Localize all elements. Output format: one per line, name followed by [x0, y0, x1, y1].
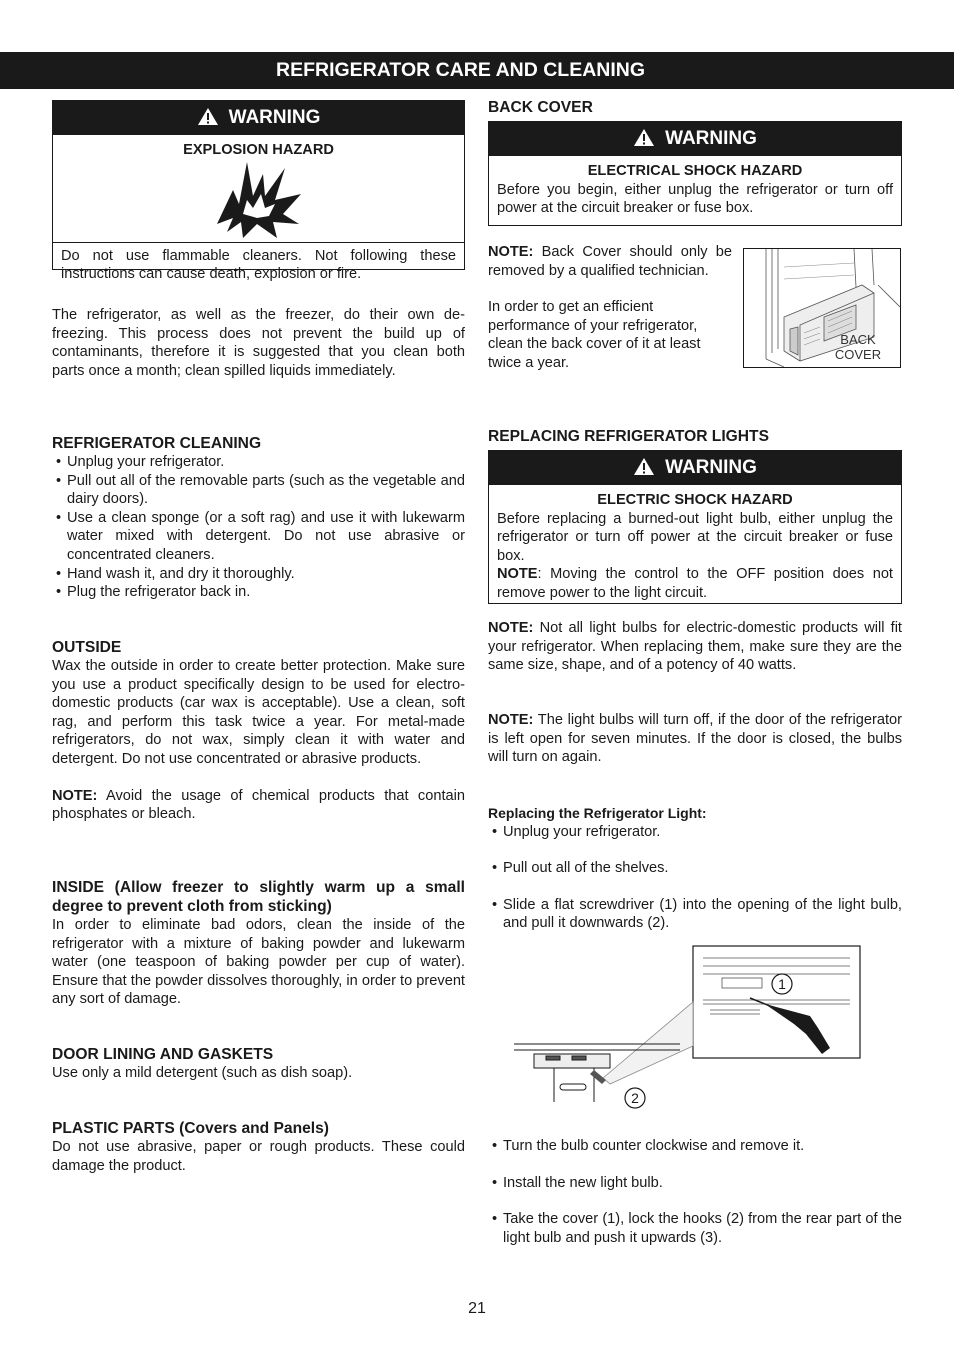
back-cover-label	[828, 332, 888, 362]
warning-text: Before replacing a burned-out light bulb, either unplug the refrigerator or turn off power at the circuit breaker or fuse box.	[497, 510, 893, 564]
steps-list	[488, 823, 902, 933]
outside-section	[52, 638, 465, 824]
replacing-light-steps	[488, 804, 902, 933]
figure-label-line: BACK	[840, 332, 876, 347]
warning-triangle-icon	[633, 128, 655, 147]
warning-note	[489, 565, 901, 608]
back-cover-figure	[743, 248, 901, 368]
section-heading: REFRIGERATOR CLEANING	[52, 435, 262, 452]
note-label: NOTE:	[488, 712, 534, 728]
plastic-section	[52, 1119, 465, 1175]
light-replacement-illustration	[510, 944, 862, 1114]
intro-paragraph: The refrigerator, as well as the freezer, do their own de-freezing. This process does not prevent the build up of contaminants, therefore it is suggested that you clean both parts once a month; clean spilled liquids immediately.	[52, 307, 465, 379]
warning-header	[489, 451, 901, 485]
section-text: Use only a mild detergent (such as dish soap).	[52, 1065, 353, 1081]
figure-label-line: COVER	[834, 347, 882, 362]
hazard-title: ELECTRIC SHOCK HAZARD	[597, 492, 793, 508]
warning-header	[489, 122, 901, 156]
page-header-banner	[0, 52, 954, 89]
warning-text: Before you begin, either unplug the refrigerator or turn off power at the circuit breaker or fuse box.	[497, 181, 893, 217]
callout-1: 1	[778, 976, 786, 992]
section-text: In order to eliminate bad odors, clean the inside of the refrigerator with a mixture of baking powder and lukewarm water (one teaspoon of baking powder per cup of water). Ensure that the powder dissolves thoroughly, in order to prevent any sort of damage.	[52, 917, 465, 1008]
section-text: Wax the outside in order to create better protection. Make sure you use a product specifically design to be used for electro-domestic products (car wax is acceptable). Use a clean, soft rag, and perform this task twice a year. For metal-made refrigerators, do not wax, simply clean it with water and detergent. Do not use concentrated or abrasive products.	[52, 658, 465, 767]
section-heading: PLASTIC PARTS (Covers and Panels)	[52, 1120, 329, 1137]
refrigerator-cleaning-section	[52, 434, 465, 602]
note-paragraph	[52, 787, 465, 824]
lights-heading: REPLACING REFRIGERATOR LIGHTS	[488, 428, 769, 445]
list-item: • Pull out all of the removable parts (such as the vegetable and dairy doors).	[52, 472, 465, 509]
section-heading: INSIDE (Allow freezer to slightly warm up a small degree to prevent cloth from sticking)	[52, 879, 465, 915]
list-item: • Unplug your refrigerator.	[488, 823, 902, 842]
list-item: • Turn the bulb counter clockwise and remove it.	[488, 1137, 902, 1156]
page-title: REFRIGERATOR CARE AND CLEANING	[276, 59, 646, 81]
light-replacement-figure	[510, 944, 862, 1114]
electrical-warning-box	[488, 121, 902, 226]
back-cover-heading: BACK COVER	[488, 99, 593, 116]
explosion-icon	[53, 160, 464, 242]
list-item: • Take the cover (1), lock the hooks (2) from the rear part of the light bulb and push it upwards (3).	[488, 1210, 902, 1247]
hazard-title: ELECTRICAL SHOCK HAZARD	[587, 163, 803, 179]
list-item: • Use a clean sponge (or a soft rag) and use it with lukewarm water mixed with detergent. Do not use abrasive or concentrated cleaners.	[52, 509, 465, 565]
list-item: • Pull out all of the shelves.	[488, 859, 902, 878]
shock-warning-box	[488, 450, 902, 604]
list-item: • Slide a flat screwdriver (1) into the opening of the light bulb, and pull it downwards (2).	[488, 896, 902, 933]
note-text: Avoid the usage of chemical products that contain phosphates or bleach.	[52, 787, 465, 823]
steps-heading: Replacing the Refrigerator Light:	[488, 805, 707, 821]
note-text: Back Cover should only be removed by a qualified technician.	[488, 244, 732, 279]
warning-title: WARNING	[665, 128, 757, 149]
door-section	[52, 1045, 465, 1083]
warning-triangle-icon	[633, 457, 655, 476]
hazard-title: EXPLOSION HAZARD	[183, 142, 334, 158]
back-cover-text	[488, 243, 732, 373]
list-item: • Install the new light bulb.	[488, 1174, 902, 1193]
section-heading: DOOR LINING AND GASKETS	[52, 1046, 274, 1063]
warning-title: WARNING	[228, 107, 321, 128]
section-text: In order to get an efficient performance of your refrigerator, clean the back cover of it at least twice a year.	[488, 299, 701, 371]
note-paragraph	[488, 711, 902, 767]
note-label: NOTE:	[52, 787, 98, 804]
warning-title: WARNING	[665, 457, 757, 478]
list-item: • Hand wash it, and dry it thoroughly.	[52, 565, 465, 584]
note-label: NOTE	[497, 566, 538, 583]
section-text: Do not use abrasive, paper or rough products. These could damage the product.	[52, 1139, 465, 1174]
inside-section	[52, 878, 465, 1009]
note-label: NOTE:	[488, 244, 534, 260]
note-label: NOTE:	[488, 620, 534, 636]
warning-text: Do not use flammable cleaners. Not following these instructions can cause death, explosion or fire.	[53, 242, 464, 284]
note-text: The light bulbs will turn off, if the door of the refrigerator is left open for seven minutes. If the door is closed, the bulbs will turn on again.	[488, 712, 902, 766]
explosion-warning-box	[52, 100, 465, 283]
replacing-light-steps-continued	[488, 1137, 902, 1247]
warning-triangle-icon	[197, 107, 219, 126]
steps-list	[488, 1137, 902, 1247]
warning-header	[53, 101, 464, 135]
section-heading: OUTSIDE	[52, 639, 122, 656]
list-item: • Unplug your refrigerator.	[52, 453, 465, 472]
note-paragraph	[488, 243, 732, 280]
note-text: Not all light bulbs for electric-domestic products will fit your refrigerator. When replacing them, make sure they are the same size, shape, and of a potency of 40 watts.	[488, 620, 902, 674]
cleaning-list	[52, 453, 465, 602]
callout-2: 2	[631, 1090, 639, 1106]
page-number: 21	[468, 1300, 486, 1317]
list-item: • Plug the refrigerator back in.	[52, 583, 465, 602]
note-text: : Moving the control to the OFF position does not remove power to the light circuit.	[497, 566, 893, 601]
note-paragraph	[488, 619, 902, 675]
